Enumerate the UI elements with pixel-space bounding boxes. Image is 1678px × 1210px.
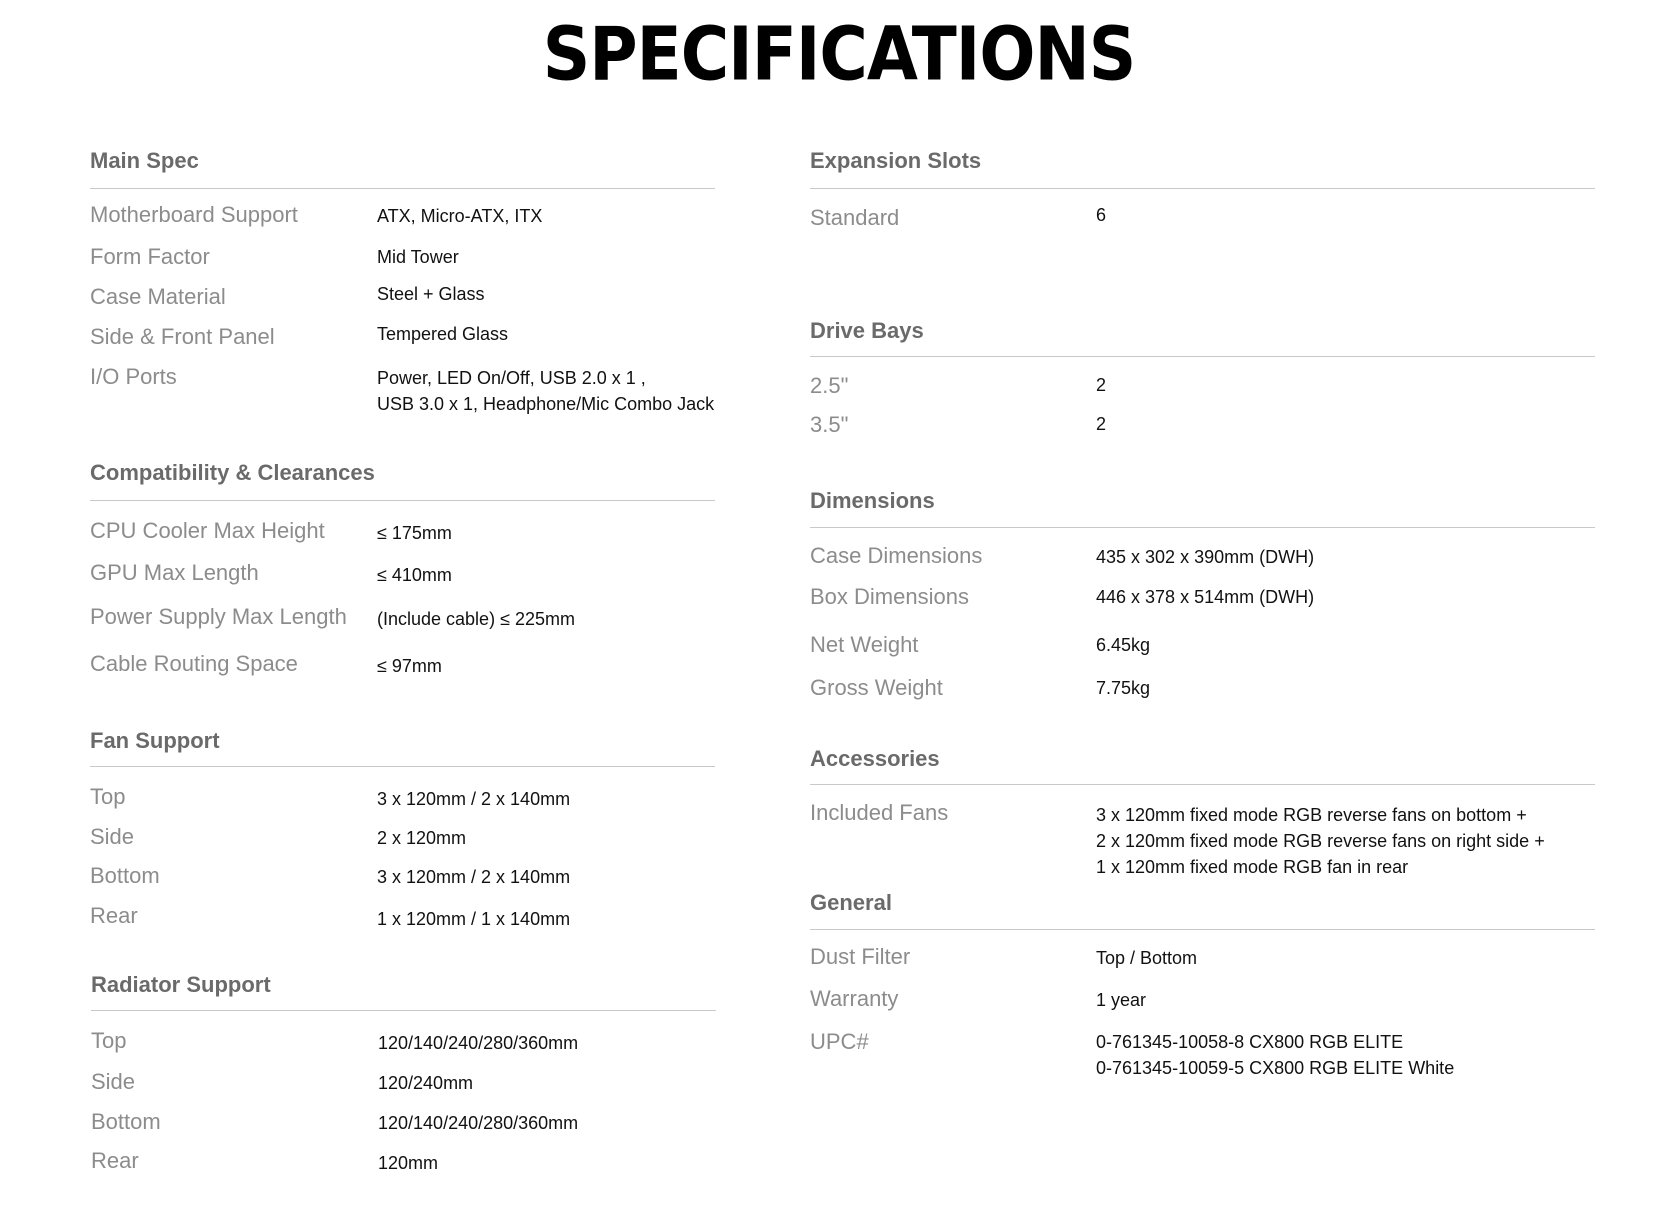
spec-value: 120/240mm bbox=[378, 1073, 474, 1093]
section-title: Radiator Support bbox=[91, 972, 271, 997]
spec-label: 2.5" bbox=[810, 373, 849, 398]
spec-label: Case Material bbox=[90, 284, 226, 309]
spec-label: Motherboard Support bbox=[90, 202, 298, 227]
section-divider bbox=[810, 784, 1595, 785]
spec-value: 1 year bbox=[1096, 990, 1147, 1010]
spec-value: 120/140/240/280/360mm bbox=[378, 1113, 579, 1133]
spec-value: Tempered Glass bbox=[377, 324, 509, 344]
spec-value: 6 bbox=[1096, 205, 1107, 225]
section-title: Fan Support bbox=[90, 728, 220, 753]
spec-value: Power, LED On/Off, USB 2.0 x 1 , USB 3.0 x 1, Headphone/Mic Combo Jack bbox=[377, 368, 715, 414]
spec-label: Side bbox=[91, 1069, 136, 1094]
section-divider bbox=[90, 766, 715, 767]
spec-label: Warranty bbox=[810, 986, 899, 1011]
spec-label: Bottom bbox=[91, 1109, 161, 1134]
spec-value: 120/140/240/280/360mm bbox=[378, 1033, 579, 1053]
spec-value: 3 x 120mm fixed mode RGB reverse fans on bottom + 2 x 120mm fixed mode RGB reverse fans on right side + 1 x 120mm fixed mode RGB fan in rear bbox=[1096, 805, 1545, 877]
spec-value: ≤ 175mm bbox=[377, 523, 452, 543]
spec-value: ATX, Micro-ATX, ITX bbox=[377, 206, 543, 226]
spec-value: 2 x 120mm bbox=[377, 828, 467, 848]
spec-label: Dust Filter bbox=[810, 944, 911, 969]
spec-label: Top bbox=[91, 1028, 127, 1053]
spec-label: Box Dimensions bbox=[810, 584, 969, 609]
spec-label: Power Supply Max Length bbox=[90, 604, 347, 629]
section-title: Main Spec bbox=[90, 148, 199, 173]
spec-label: Rear bbox=[91, 1148, 139, 1173]
spec-value: 3 x 120mm / 2 x 140mm bbox=[377, 789, 571, 809]
section-title: Dimensions bbox=[810, 488, 935, 513]
spec-value: 2 bbox=[1096, 375, 1107, 395]
section-divider bbox=[810, 929, 1595, 930]
spec-value: ≤ 97mm bbox=[377, 656, 442, 676]
spec-value: 6.45kg bbox=[1096, 635, 1151, 655]
spec-value: ≤ 410mm bbox=[377, 565, 452, 585]
spec-value: 120mm bbox=[378, 1153, 439, 1173]
spec-value: 2 bbox=[1096, 414, 1107, 434]
spec-label: 3.5" bbox=[810, 412, 849, 437]
section-divider bbox=[810, 188, 1595, 189]
section-divider bbox=[90, 500, 715, 501]
spec-value: Mid Tower bbox=[377, 247, 459, 267]
spec-value: Top / Bottom bbox=[1096, 948, 1198, 968]
spec-value: 1 x 120mm / 1 x 140mm bbox=[377, 909, 571, 929]
spec-label: Bottom bbox=[90, 863, 160, 888]
spec-label: Gross Weight bbox=[810, 675, 943, 700]
spec-label: Case Dimensions bbox=[810, 543, 983, 568]
spec-label: Side & Front Panel bbox=[90, 324, 275, 349]
spec-label: UPC# bbox=[810, 1029, 869, 1054]
spec-value: 446 x 378 x 514mm (DWH) bbox=[1096, 587, 1315, 607]
section-divider bbox=[91, 1010, 716, 1011]
spec-label: Top bbox=[90, 784, 126, 809]
spec-value: 7.75kg bbox=[1096, 678, 1151, 698]
section-title: Drive Bays bbox=[810, 318, 924, 343]
section-divider bbox=[810, 527, 1595, 528]
section-title: Expansion Slots bbox=[810, 148, 982, 173]
section-title: Accessories bbox=[810, 746, 940, 771]
section-divider bbox=[810, 356, 1595, 357]
spec-value: 3 x 120mm / 2 x 140mm bbox=[377, 867, 571, 887]
spec-label: CPU Cooler Max Height bbox=[90, 518, 325, 543]
spec-label: I/O Ports bbox=[90, 364, 177, 389]
spec-label: Cable Routing Space bbox=[90, 651, 298, 676]
spec-label: Net Weight bbox=[810, 632, 919, 657]
spec-label: GPU Max Length bbox=[90, 560, 259, 585]
spec-value: (Include cable) ≤ 225mm bbox=[377, 609, 575, 629]
spec-value: Steel + Glass bbox=[377, 284, 485, 304]
spec-value: 435 x 302 x 390mm (DWH) bbox=[1096, 547, 1315, 567]
spec-label: Rear bbox=[90, 903, 138, 928]
section-title: General bbox=[810, 890, 892, 915]
spec-label: Form Factor bbox=[90, 244, 210, 269]
spec-label: Side bbox=[90, 824, 135, 849]
section-divider bbox=[90, 188, 715, 189]
section-title: Compatibility & Clearances bbox=[90, 460, 375, 485]
spec-value: 0-761345-10058-8 CX800 RGB ELITE 0-761345-10059-5 CX800 RGB ELITE White bbox=[1096, 1032, 1455, 1078]
page-title: SPECIFICATIONS bbox=[542, 11, 1136, 98]
spec-label: Included Fans bbox=[810, 800, 949, 825]
spec-label: Standard bbox=[810, 205, 900, 230]
